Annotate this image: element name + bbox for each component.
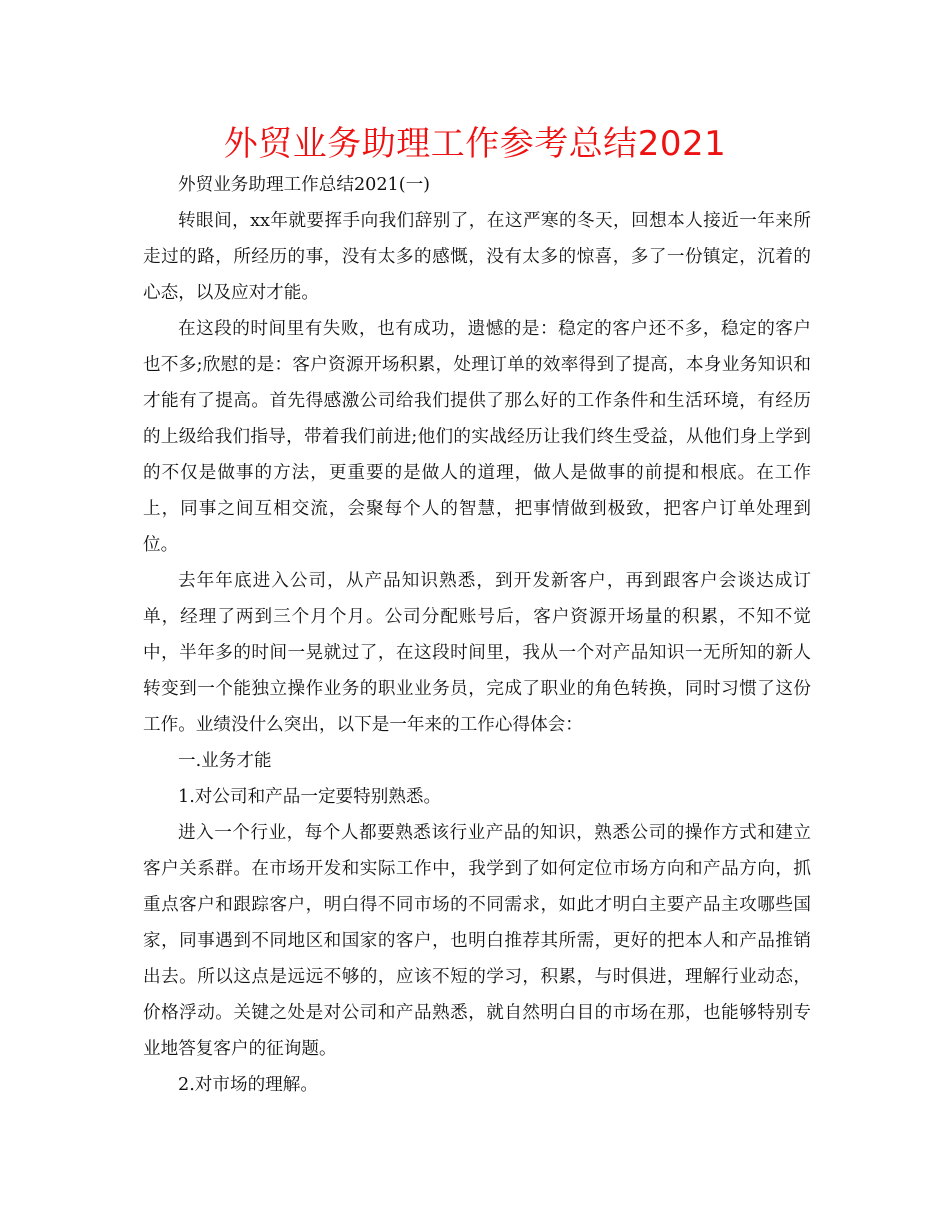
body-paragraph: 在这段的时间里有失败，也有成功，遗憾的是：稳定的客户还不多，稳定的客户也不多;欣慰的是：客户资源开场积累，处理订单的效率得到了提高，本身业务知识和才能有了提高。首先得感激公司给我们提供了那么好的工作条件和生活环境，有经历的上级给我们指导，带着我们前进;他们的实战经历让我们终生受益，从他们身上学到的不仅是做事的方法，更重要的是做人的道理，做人是做事的前提和根底。在工作上，同事之间互相交流，会聚每个人的智慧，把事情做到极致，把客户订单处理到位。 bbox=[143, 319, 811, 555]
document-body bbox=[143, 167, 811, 1103]
subsection-heading: 1.对公司和产品一定要特别熟悉。 bbox=[178, 787, 442, 807]
section-heading: 一.业务才能 bbox=[178, 751, 272, 771]
body-paragraph: 去年年底进入公司，从产品知识熟悉，到开发新客户，再到跟客户会谈达成订单，经理了两到三个月个月。公司分配账号后，客户资源开场量的积累，不知不觉中，半年多的时间一晃就过了，在这段时间里，我从一个对产品知识一无所知的新人转变到一个能独立操作业务的职业业务员，完成了职业的角色转换，同时习惯了这份工作。业绩没什么突出，以下是一年来的工作心得体会： bbox=[143, 571, 811, 735]
body-paragraph: 转眼间，xx年就要挥手向我们辞别了，在这严寒的冬天，回想本人接近一年来所走过的路，所经历的事，没有太多的感慨，没有太多的惊喜，多了一份镇定，沉着的心态，以及应对才能。 bbox=[143, 211, 811, 303]
subtitle-paragraph: 外贸业务助理工作总结2021(一) bbox=[178, 175, 431, 195]
subsection-heading: 2.对市场的理解。 bbox=[178, 1075, 318, 1095]
document-title: 外贸业务助理工作参考总结2021 bbox=[223, 124, 727, 164]
body-paragraph: 进入一个行业，每个人都要熟悉该行业产品的知识，熟悉公司的操作方式和建立客户关系群。在市场开发和实际工作中，我学到了如何定位市场方向和产品方向，抓重点客户和跟踪客户，明白得不同市场的不同需求，如此才明白主要产品主攻哪些国家，同事遇到不同地区和国家的客户，也明白推荐其所需，更好的把本人和产品推销出去。所以这点是远远不够的，应该不短的学习，积累，与时俱进，理解行业动态，价格浮动。关键之处是对公司和产品熟悉，就自然明白目的市场在那，也能够特别专业地答复客户的征询题。 bbox=[143, 823, 811, 1059]
